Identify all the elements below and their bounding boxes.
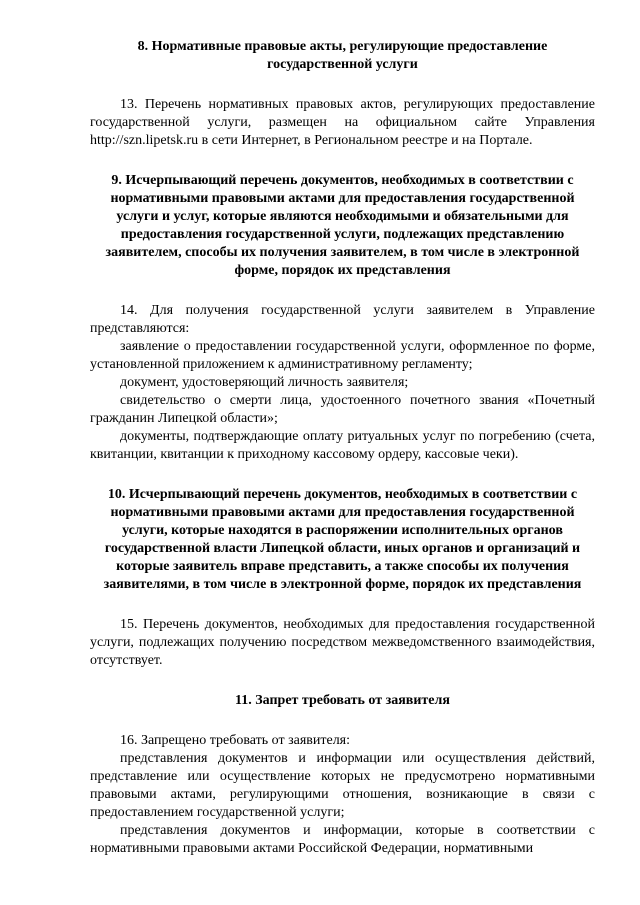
section-9 bbox=[90, 172, 595, 464]
section-heading: 8. Нормативные правовые акты, регулирующие предоставление государственной услуги bbox=[137, 39, 548, 72]
paragraph: представления документов и информации, которые в соответствии с нормативными правовыми актами Российской Федерации, нормативными bbox=[90, 823, 595, 856]
paragraph: 14. Для получения государственной услуги заявителем в Управление представляются: bbox=[90, 303, 595, 336]
paragraph: 15. Перечень документов, необходимых для предоставления государственной услуги, подлежащих получению посредством межведомственного взаимодействия, отсутствует. bbox=[90, 617, 595, 668]
paragraph: 13. Перечень нормативных правовых актов, регулирующих предоставление государственной услуги, размещен на официальном сайте Управления http://szn.lipetsk.ru в сети Интернет, в Региональном реестре и на Портале. bbox=[90, 97, 595, 148]
section-8 bbox=[90, 38, 595, 150]
section-10 bbox=[90, 486, 595, 670]
document-page bbox=[90, 38, 595, 858]
paragraph: 16. Запрещено требовать от заявителя: bbox=[120, 733, 351, 748]
paragraph: свидетельство о смерти лица, удостоенного почетного звания «Почетный гражданин Липецкой области»; bbox=[90, 393, 595, 426]
paragraph: заявление о предоставлении государственной услуги, оформленное по форме, установленной приложением к административному регламенту; bbox=[90, 339, 595, 372]
section-11 bbox=[90, 692, 595, 858]
section-heading: 9. Исчерпывающий перечень документов, необходимых в соответствии с нормативными правовыми актами для предоставления государственной услуги и услуг, которые являются необходимыми и обязательными для предоставления государственной услуги, подлежащих представлению заявителем, способы их получения заявителем, в том числе в электронной форме, порядок их представления bbox=[105, 173, 580, 278]
paragraph: документ, удостоверяющий личность заявителя; bbox=[120, 375, 409, 390]
paragraph: документы, подтверждающие оплату ритуальных услуг по погребению (счета, квитанции, квитанции к приходному кассовому ордеру, кассовые чеки). bbox=[90, 429, 595, 462]
section-heading: 11. Запрет требовать от заявителя bbox=[235, 693, 450, 708]
section-heading: 10. Исчерпывающий перечень документов, необходимых в соответствии с нормативными правовыми актами для предоставления государственной услуги, которые находятся в распоряжении исполнительных органов государственной власти Липецкой области, иных органов и организаций и которые заявитель вправе представить, а также способы их получения заявителями, в том числе в электронной форме, порядок их представления bbox=[103, 487, 582, 592]
paragraph: представления документов и информации или осуществления действий, представление или осуществление которых не предусмотрено нормативными правовыми актами, регулирующими отношения, возникающие в связи с предоставлением государственной услуги; bbox=[90, 751, 595, 820]
